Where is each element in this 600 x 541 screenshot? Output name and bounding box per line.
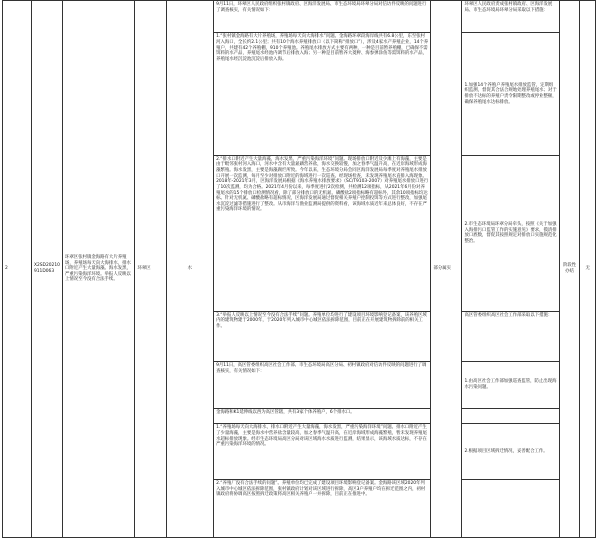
- measure-cell: [462, 311, 559, 361]
- investigation-cell: [214, 33, 431, 156]
- investigation-cell: [214, 155, 431, 311]
- measure-text: 1.加强14个养殖户养殖尾水排放监管，定期组织监测，督促其合法合规地处理养殖尾水；对于排放不达标的养殖户责令限期整改或停业整顿，确保养殖尾水达标排放。: [464, 82, 557, 105]
- investigation-cell: [214, 408, 431, 424]
- investigation-cell: [214, 480, 431, 538]
- investigation-cell: [214, 424, 431, 480]
- investigation-text: 9月11日，环翠区人民政府组织张村镇政府、区海洋发展局、市生态环境局环翠分局对信访件反映的问题进行了调查核实，有关情况如下：: [216, 2, 427, 13]
- reform-status-cell: [559, 1, 580, 538]
- verification-cell: [431, 1, 462, 538]
- investigation-text: 2.“养殖厂没有合法手续的问题”。养殖单位均已完成了建设项目环境影响登记备案。金海路该区域2020年列入城市中心城区依法拆除范围，张村镇政府计划对该区域进行拆除，高区3户养殖户均在拆迁范围之内，初村镇政府将协调高区按照拆迁政策将高区相关养殖户一并拆除，目前正在推进中。: [216, 481, 426, 498]
- measure-text: 2.市生态环境局环翠分局牵头，按照《关于加强入海排污口监管工作的实施意见》要求，摸清排放口底数，督促其按照规定对排放口实施规范化整治。: [464, 222, 557, 244]
- measure-cell: [462, 155, 559, 311]
- case-id-cell: [31, 1, 62, 538]
- measure-cell: [462, 408, 559, 424]
- district-cell: [135, 1, 166, 538]
- investigation-cell: [214, 1, 431, 33]
- investigation-cell: [214, 311, 431, 361]
- row-number-cell: [3, 1, 32, 538]
- investigation-text: 金海路和K1延伸线以西为高区管辖，共有3家个体养殖户，6个排水口。: [216, 409, 355, 415]
- measure-cell: [462, 480, 559, 538]
- measure-cell: [462, 361, 559, 408]
- measure-cell: [462, 424, 559, 480]
- complaint-text: 环翠区张村镇金海路有大片养殖场，养殖场每天向大海排水，排水口附近产生大量海藻。海水发黑，严重污染海洋环境。举报人反映以上情况至今没有合法手续。: [65, 254, 131, 283]
- investigation-text: 1.“养殖场每天向大海排水，排水口附近产生大量海藻，海水发黑，严重污染海洋环境”问题。排水口附近产生了少量海藻，主要是海水中营养盐含量较高，加之春季气温升高，在近岸海域形成海藻繁殖，暂未发现养殖尾水超标排放现象。经市生态环境局高区分局对该区域海水水质进行监测，结果显示，该海域水质达标，不存在严重污染海洋环境的情况。: [216, 425, 427, 448]
- reform-status-text: 阶段性办结: [562, 263, 577, 274]
- investigation-text: 9月11日，高区管委组织高区社会工作部、市生态环境局高区分局、初村镇政府对信访件反映的问题进行了调查核实，有关情况如下：: [216, 362, 427, 374]
- measure-text: 高区管委组织高区社会工作部采取以下措施：: [464, 312, 553, 318]
- category-text: 水: [187, 266, 192, 272]
- measure-cell: [462, 33, 559, 156]
- investigation-text: 2.“排水口附近产生大量海藻，海水发黑，严重污染海洋环境”问题。现场排放口附近及少滩上有海藻，主要是由于毗邻张村河入海口，河水中含有大量氮磷营养盐，海水交换较慢，加之春季气温升高，在近岸海域形成海藻繁殖。海水发黑，主要是海藻腐烂所致。今年以来，生态环境分局会同区海洋发展局每季度对养殖尾水排放口开展一次监测，每月至少对排放口附近的海域进行一次巡查。经现场检查，未发现养殖尾水直排入海现象。2018年-2021年3月，区海洋发展局根据《海水养殖水排放要求》（SC/T9103-2007）对养殖尾水排放口进行了10次监测，均为合格。2021年4月份以来，每季度进行2次检测，共检测12项指标，从2021年6月份对养殖尾水的15个排放口检测情况看，除了部分排放口的无机氮、磷酸盐2项指标略有超标外，其余10项指标均达标。针对无机氮、磷酸盐略有超标情况，区海洋发展局通过督促相关养殖户控制投饵等方式进行整改，加强尾水沉淀过滤等措施进行了整改。从市海洋与渔业监测局提供的资料看，该海域水质近年来总体良好，不存在严重污染海洋环境的情况。: [216, 156, 429, 213]
- case-handling-table: [2, 0, 596, 538]
- investigation-cell: [214, 361, 431, 408]
- measure-text: 2.根据项目区域拆迁情况，妥善配合工作。: [464, 448, 548, 454]
- measure-text: 1.由高区社会工作部加强巡查监管，防止出现海水污染问题。: [464, 379, 557, 390]
- table-row: [3, 1, 596, 33]
- category-cell: [166, 1, 214, 538]
- district-text: 环翠区: [137, 266, 151, 272]
- accountability-text: 无: [585, 266, 590, 272]
- row-number: 2: [5, 266, 8, 272]
- measure-cell: [462, 1, 559, 33]
- complaint-cell: [63, 1, 135, 538]
- verification-text: 部分属实: [433, 266, 451, 272]
- accountability-cell: [580, 1, 596, 538]
- investigation-text: 3.“举报人反映以上情况至今没有合法手续”问题。养殖单位均进行了建设项目环境影响登记备案，该养殖区域内的建筑物建于2000年，于2020年列入城市中心城区依法拆除范围，目前正在开展建筑物拆除前的相关工作。: [216, 312, 427, 330]
- measure-text: 环翠区人民政府责成张村镇政府、区海洋发展局、市生态环境局环翠分局采取以下措施：: [464, 2, 553, 13]
- case-id: X2SD20210911D063: [33, 263, 60, 274]
- investigation-text: 1.“张村镇金海路有大片养殖场，养殖场每天向大海排水”问题。金海路环翠段海岸线共有6.8公里，东至张村河入海口，全长约2.1公里；共有10个海水养殖排放口（以下简称“排放口”），涉及4家水产养殖企业，14个养殖户，共建有42个养殖棚，910个养殖池。养殖尾水排放方式主要有两种，一种是目前暂养殖棚，已确保不需饵料的水产品，养殖尾水经池内调节后排放入海；另一种是目前暂养大菱鲆、海参弹涂鱼等需饵料的水产品，养殖尾水经沉淀池沉淀后排放入海。: [216, 34, 429, 62]
